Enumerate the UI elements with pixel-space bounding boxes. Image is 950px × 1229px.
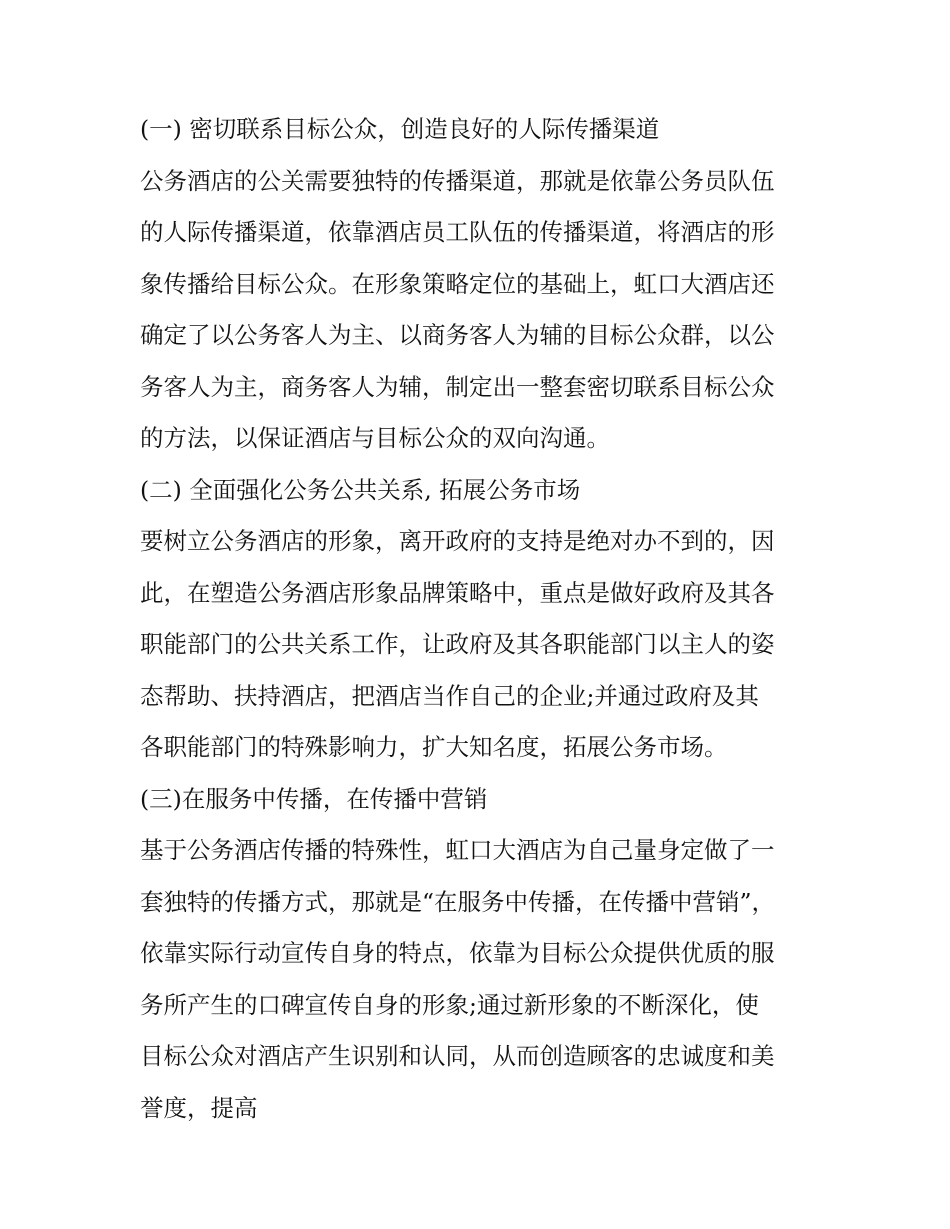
paragraph-line: 确定了以公务客人为主、以商务客人为辅的目标公众群，以公 xyxy=(140,321,775,349)
section-heading-3: (三)在服务中传播，在传播中营销 xyxy=(140,784,488,813)
paragraph-line: 务客人为主，商务客人为辅，制定出一整套密切联系目标公众 xyxy=(140,372,775,401)
paragraph-line: 态帮助、扶持酒店，把酒店当作自己的企业;并通过政府及其 xyxy=(140,681,759,710)
paragraph-line: 基于公务酒店传播的特殊性，虹口大酒店为自己量身定做了一 xyxy=(140,836,775,864)
paragraph-line: 誉度，提高 xyxy=(140,1093,258,1122)
paragraph-line: 的方法，以保证酒店与目标公众的双向沟通。 xyxy=(140,424,610,452)
section-heading-2: (二) 全面强化公务公共关系, 拓展公务市场 xyxy=(140,475,581,504)
paragraph-line: 象传播给目标公众。在形象策略定位的基础上，虹口大酒店还 xyxy=(140,269,775,298)
paragraph-line: 要树立公务酒店的形象，离开政府的支持是绝对办不到的，因 xyxy=(140,527,775,555)
section-heading-1: (一) 密切联系目标公众，创造良好的人际传播渠道 xyxy=(140,115,660,143)
paragraph-line: 套独特的传播方式，那就是“在服务中传播，在传播中营销”， xyxy=(140,887,776,916)
paragraph-line: 公务酒店的公关需要独特的传播渠道，那就是依靠公务员队伍 xyxy=(140,166,775,195)
paragraph-line: 依靠实际行动宣传自身的特点，依靠为目标公众提供优质的服 xyxy=(140,939,775,967)
paragraph-line: 此，在塑造公务酒店形象品牌策略中，重点是做好政府及其各 xyxy=(140,578,775,607)
paragraph-line: 目标公众对酒店产生识别和认同，从而创造顾客的忠诚度和美 xyxy=(140,1042,775,1070)
paragraph-line: 务所产生的口碑宣传自身的形象;通过新形象的不断深化，使 xyxy=(140,990,759,1019)
paragraph-line: 的人际传播渠道，依靠酒店员工队伍的传播渠道，将酒店的形 xyxy=(140,218,775,246)
document-body xyxy=(140,104,812,1134)
paragraph-line: 各职能部门的特殊影响力，扩大知名度，拓展公务市场。 xyxy=(140,733,728,761)
paragraph-line: 职能部门的公共关系工作，让政府及其各职能部门以主人的姿 xyxy=(140,630,775,658)
